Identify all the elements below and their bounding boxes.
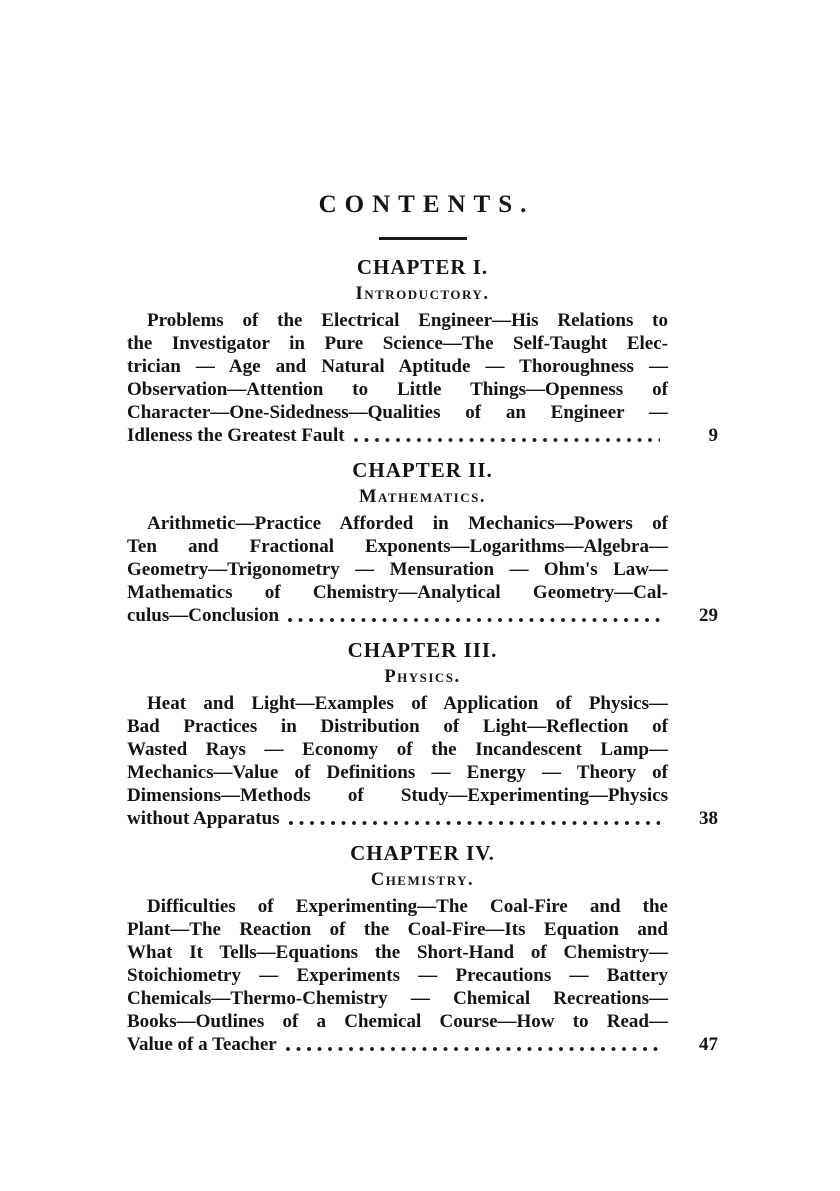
dot-leader: [288, 614, 660, 623]
summary-line: Books—Outlines of a Chemical Course—How to Read—: [127, 1011, 668, 1032]
chapter-2-heading: CHAPTER II.: [352, 458, 493, 482]
chapter-4-page-number: 47: [699, 1034, 718, 1055]
chapter-3-subtitle: Physics.: [384, 667, 461, 687]
summary-line: trician — Age and Natural Aptitude — Thoroughness —: [127, 356, 668, 377]
contents-title: CONTENTS.: [318, 191, 535, 218]
chapter-1-subtitle: Introductory.: [355, 284, 490, 304]
dot-leader: [354, 434, 660, 443]
chapter-4-section: [127, 840, 718, 1056]
summary-final-text: Idleness the Greatest Fault: [127, 425, 345, 446]
summary-line: Problems of the Electrical Engineer—His Relations to: [147, 310, 668, 331]
chapter-2-section: [127, 457, 718, 627]
summary-line: Geometry—Trigonometry — Mensuration — Ohm's Law—: [127, 559, 668, 580]
summary-line: Mathematics of Chemistry—Analytical Geometry—Cal-: [127, 582, 668, 603]
summary-final-line: [127, 604, 718, 627]
chapter-3-section: [127, 637, 718, 830]
dot-leader: [289, 817, 660, 826]
summary-line: Heat and Light—Examples of Application of Physics—: [147, 693, 668, 714]
summary-line: the Investigator in Pure Science—The Self-Taught Elec-: [127, 333, 668, 354]
chapter-2-page-number: 29: [699, 605, 718, 626]
summary-line: Plant—The Reaction of the Coal-Fire—Its Equation and: [127, 919, 668, 940]
summary-line: Observation—Attention to Little Things—Openness of: [127, 379, 668, 400]
summary-line: Wasted Rays — Economy of the Incandescent Lamp—: [127, 739, 668, 760]
chapter-1-heading: CHAPTER I.: [356, 255, 489, 279]
title-divider-rule: [379, 237, 467, 240]
summary-line: Difficulties of Experimenting—The Coal-Fire and the: [147, 896, 668, 917]
summary-line: What It Tells—Equations the Short-Hand of Chemistry—: [127, 942, 668, 963]
summary-final-line: [127, 1033, 718, 1056]
chapter-1-page-number: 9: [708, 425, 718, 446]
summary-final-line: [127, 807, 718, 830]
chapter-4-summary: [127, 895, 718, 1056]
chapter-4-heading: CHAPTER IV.: [350, 841, 495, 865]
chapter-2-subtitle: Mathematics.: [358, 487, 486, 507]
chapter-3-heading: CHAPTER III.: [347, 638, 498, 662]
summary-line: Ten and Fractional Exponents—Logarithms—Algebra—: [127, 536, 668, 557]
summary-final-text: Value of a Teacher: [127, 1034, 277, 1055]
summary-line: Dimensions—Methods of Study—Experimenting—Physics: [127, 785, 668, 806]
contents-block: [127, 190, 718, 1056]
chapter-1-summary: [127, 309, 718, 447]
summary-line: Arithmetic—Practice Afforded in Mechanics—Powers of: [147, 513, 668, 534]
summary-line: Character—One-Sidedness—Qualities of an Engineer —: [127, 402, 668, 423]
summary-line: Chemicals—Thermo-Chemistry — Chemical Recreations—: [127, 988, 668, 1009]
chapter-4-subtitle: Chemistry.: [370, 870, 475, 890]
summary-line: Mechanics—Value of Definitions — Energy — Theory of: [127, 762, 668, 783]
summary-final-line: [127, 424, 718, 447]
summary-line: Stoichiometry — Experiments — Precautions — Battery: [127, 965, 668, 986]
chapter-3-page-number: 38: [699, 808, 718, 829]
chapter-1-section: [127, 254, 718, 447]
summary-final-text: culus—Conclusion: [127, 605, 280, 626]
summary-line: Bad Practices in Distribution of Light—Reflection of: [127, 716, 668, 737]
summary-final-text: without Apparatus: [127, 808, 280, 829]
chapter-3-summary: [127, 692, 718, 830]
dot-leader: [286, 1043, 660, 1052]
chapter-2-summary: [127, 512, 718, 627]
